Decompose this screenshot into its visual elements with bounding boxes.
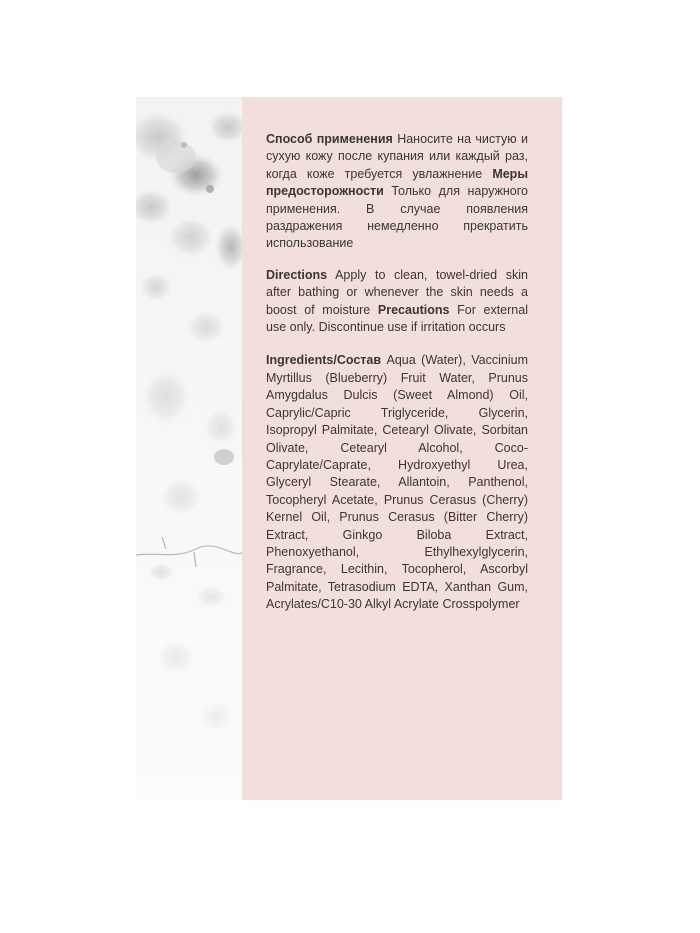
en-directions-text: Apply to clean, towel-dried skin after bathing or whenever the skin needs a boost of moisture [266,267,528,317]
ru-precautions-heading: Меры предосторожности [266,166,528,199]
text-column [266,131,528,614]
ru-directions-paragraph [266,131,528,253]
en-precautions-text: For external use only. Discontinue use if irritation occurs [266,302,528,335]
en-directions-paragraph [266,267,528,337]
spacer [266,336,528,352]
ingredients-heading: Ingredients/Состав [266,353,382,368]
package-back-panel [136,97,562,800]
en-precautions-heading: Precautions [377,302,450,317]
ingredients-paragraph [266,352,528,613]
en-directions-heading: Directions [266,267,328,282]
ru-usage-text: Наносите на чистую и сухую кожу после купания или каждый раз, когда коже требуется увлажнение [266,132,528,181]
ingredients-text: Aqua (Water), Vaccinium Myrtillus (Blueberry) Fruit Water, Prunus Amygdalus Dulcis (Sweet Almond) Oil, Caprylic/Capric Triglyceride, Glycerin, Isopropyl Palmitate, Cetearyl Olivate, Sorbitan Olivate, Cetearyl Alcohol, Coco-Caprylate/Caprate, Hydroxyethyl Urea, Glyceryl Stearate, Allantoin, Panthenol, Tocopheryl Acetate, Prunus Cerasus (Cherry) Kernel Oil, Prunus Cerasus (Bitter Cherry) Extract, Ginkgo Biloba Extract, Phenoxyethanol, Ethylhexylglycerin, Fragrance, Lecithin, Tocopherol, Ascorbyl Palmitate, Tetrasodium EDTA, Xanthan Gum, Acrylates/C10-30 Alkyl Acrylate Crosspolymer [266,353,528,612]
spacer [266,253,528,267]
ru-usage-heading: Способ применения [266,132,393,146]
blossom-photo-strip [136,97,242,800]
ru-precautions-text: Только для наружного применения. В случае появления раздражения немедленно прекратить использование [266,184,528,251]
